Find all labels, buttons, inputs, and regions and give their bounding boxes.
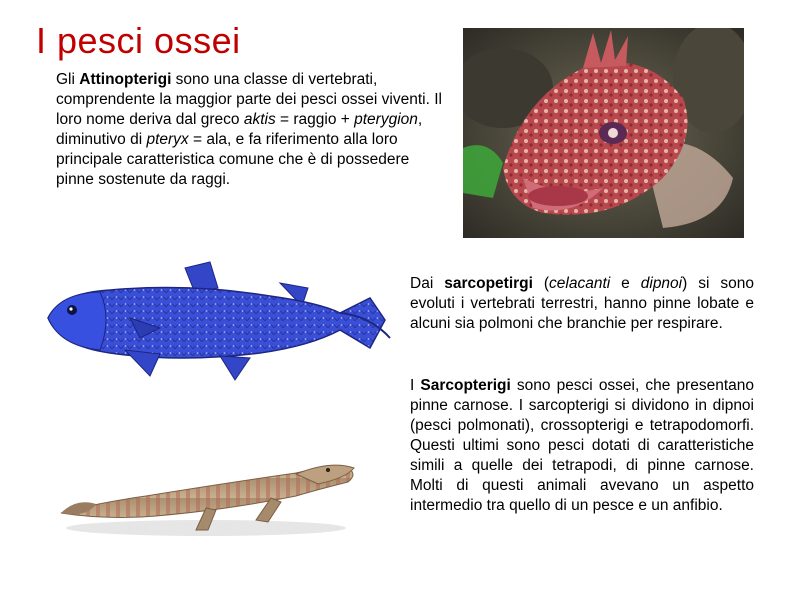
scorpionfish-photo (463, 28, 744, 238)
coelacanth-illustration (40, 258, 394, 386)
para1-run: aktis (243, 111, 276, 128)
para1-run: Attinopterigi (79, 71, 172, 88)
page-title: I pesci ossei (36, 20, 241, 61)
para1-run: pterygion (354, 111, 418, 128)
paragraph-sarcopterygii-evolution (410, 274, 754, 334)
para2-run: ) si sono evoluti i vertebrati terrestri, hanno pinne lobate e alcuni sia polmoni che branchie per respirare. (410, 275, 754, 332)
para1-run: = ala, e fa riferimento alla loro principale caratteristica comune che è di possedere pinne sostenute da raggi. (56, 131, 410, 188)
para2-run: e (610, 275, 641, 292)
para2-run: sarcopetirgi (444, 275, 533, 292)
para2-run: Dai (410, 275, 445, 292)
para2-run: dipnoi (640, 275, 683, 292)
para1-run: sono una classe di vertebrati, comprendente la maggior parte dei pesci ossei viventi. Il loro nome deriva dal greco (56, 71, 442, 128)
paragraph-actinopterygii (56, 70, 444, 190)
para2-run: ( (532, 275, 550, 292)
para3-run: sono pesci ossei, che presentano pinne carnose. I sarcopterigi si dividono in dipnoi (pesci polmonati), crossopterigi e tetrapodomorfi. Questi ultimi sono pesci dotati di caratteristiche simili a quelle dei tetrapodi, di pinne carnose. Molti di questi animali avevano un aspetto intermedio tra quello di un pesce e un anfibio. (410, 377, 754, 514)
paragraph-sarcopterygii-description (410, 376, 754, 516)
para3-run: I (410, 377, 421, 394)
para1-run: , diminutivo di (56, 111, 423, 148)
para2-run: celacanti (549, 275, 611, 292)
para1-run: = raggio + (275, 111, 355, 128)
para1-run: Gli (56, 71, 80, 88)
para3-run: Sarcopterigi (420, 377, 511, 394)
para1-run: pteryx (146, 131, 189, 148)
tetrapodomorph-illustration (56, 438, 361, 540)
